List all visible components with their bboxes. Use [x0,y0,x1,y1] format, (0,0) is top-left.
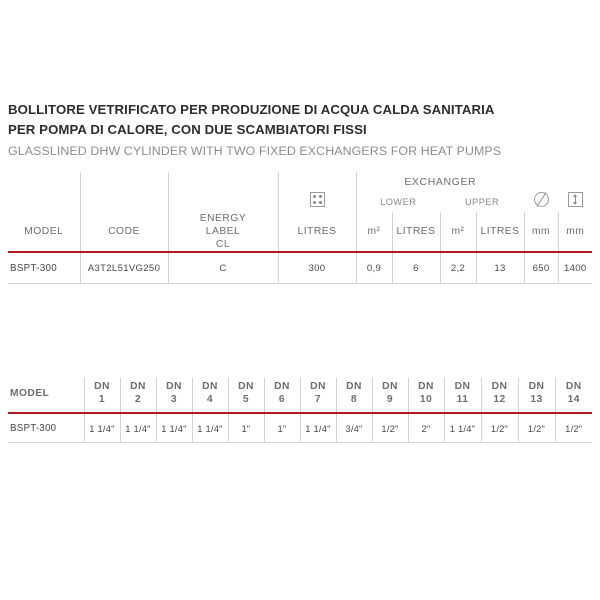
spacer-cell-4 [278,172,356,192]
cell-dn-13: 1/2" [518,413,555,442]
header-dn-13 [518,378,555,412]
dn-number-1: 1 [98,394,106,405]
height-icon [568,192,583,207]
header-height-mm: mm [566,226,585,237]
header-lower-litres: LITRES [392,212,440,251]
dn-number-3: 3 [170,394,178,405]
header-dn-12 [481,378,518,412]
spacer-cell-7 [8,192,80,212]
dn-label-6: DN [274,381,290,392]
cell-lower-m2: 0,9 [356,252,392,283]
column-header-row [8,212,592,251]
header-dn-6 [264,378,300,412]
header-dn-7 [300,378,336,412]
title-english: GLASSLINED DHW CYLINDER WITH TWO FIXED EXCHANGERS FOR HEAT PUMPS [8,144,502,158]
cell-model-2: BSPT-300 [8,413,84,442]
cell-upper-m2: 2,2 [440,252,476,283]
spacer-cell-8 [80,192,168,212]
cell-dn-12: 1/2" [481,413,518,442]
dn-label-13: DN [528,381,545,392]
dn-label-5: DN [238,381,254,392]
cell-dn-5: 1" [228,413,264,442]
cell-height-mm: 1400 [564,262,587,274]
dn-label-3: DN [166,381,182,392]
header-lower-m2: m² [356,212,392,251]
cell-litres: 300 [278,252,356,283]
cell-dn-11: 1 1/4" [444,413,481,442]
dn-number-2: 2 [134,394,142,405]
cell-dn-9: 1/2" [372,413,408,442]
header-dn-14 [555,378,592,412]
table-row [8,252,592,283]
table1-bottom-border [8,283,592,284]
spacer-cell-2 [80,172,168,192]
spacer-cell-6 [558,172,592,192]
dn-label-10: DN [418,381,434,392]
group-header-row [8,172,592,192]
header-dn-5 [228,378,264,412]
header-diameter-mm: mm [524,212,558,251]
connections-header-row [8,378,592,412]
header-energy-line1: ENERGY [199,213,247,224]
subgroup-lower: LOWER [380,197,417,207]
title-italian-line2: PER POMPA DI CALORE, CON DUE SCAMBIATORI FISSI [8,122,367,137]
dn-label-1: DN [94,381,110,392]
header-model: MODEL [8,212,80,251]
dn-label-4: DN [202,381,218,392]
dn-label-11: DN [454,381,471,392]
volume-icon-cell [278,192,356,212]
cell-dn-14: 1/2" [565,422,583,434]
spacer-cell-5 [524,172,558,192]
header-dn-11 [444,378,481,412]
dn-number-14: 14 [567,394,580,405]
header-dn-8 [336,378,372,412]
dn-number-5: 5 [242,394,250,405]
dn-label-2: DN [130,381,146,392]
dn-number-7: 7 [314,394,322,405]
cell-upper-litres: 13 [476,252,524,283]
connections-table [8,378,592,443]
cell-dn-1: 1 1/4" [84,413,120,442]
header-dn-2 [120,378,156,412]
header-dn-1 [84,378,120,412]
cell-dn-2: 1 1/4" [120,413,156,442]
dn-label-7: DN [310,381,326,392]
group-header-exchanger: EXCHANGER [404,176,477,188]
cell-code: A3T2L51VG250 [80,252,168,283]
header-dn-10 [408,378,444,412]
header-model-2: MODEL [8,378,84,412]
dn-number-4: 4 [206,394,214,405]
dn-number-9: 9 [386,394,394,405]
dn-label-9: DN [382,381,398,392]
header-energy-line2: LABEL [205,226,241,237]
diameter-icon-cell [524,192,558,212]
table-row [8,413,592,442]
header-dn-9 [372,378,408,412]
table2-bottom-border [8,442,592,443]
cell-energy-class: C [168,252,278,283]
dn-number-10: 10 [419,394,433,405]
cell-dn-3: 1 1/4" [156,413,192,442]
header-upper-m2: m² [440,212,476,251]
spacer-cell-9 [168,192,278,212]
cell-diameter-mm: 650 [524,252,558,283]
dn-label-14: DN [565,381,582,392]
dn-number-11: 11 [456,394,469,405]
cell-dn-4: 1 1/4" [192,413,228,442]
spacer-cell-3 [168,172,278,192]
dn-number-8: 8 [350,394,358,405]
subgroup-upper: UPPER [464,197,500,207]
header-energy-line3: CL [215,239,231,250]
titles-block [8,100,592,160]
header-upper-litres: LITRES [476,212,524,251]
header-dn-3 [156,378,192,412]
dn-number-12: 12 [493,394,506,405]
cell-dn-8: 3/4" [336,413,372,442]
dn-number-6: 6 [278,394,286,405]
header-dn-4 [192,378,228,412]
header-code: CODE [80,212,168,251]
spacer-cell-1 [8,172,80,192]
header-energy-label [168,212,278,251]
cell-lower-litres: 6 [392,252,440,283]
cell-model: BSPT-300 [8,252,80,283]
dn-number-13: 13 [530,394,543,405]
dn-label-8: DN [346,381,362,392]
cell-dn-7: 1 1/4" [300,413,336,442]
subgroup-header-row [8,192,592,212]
cell-dn-10: 2" [408,413,444,442]
specifications-table [8,172,592,284]
header-litres: LITRES [278,212,356,251]
cell-dn-6: 1" [264,413,300,442]
dn-label-12: DN [491,381,508,392]
height-icon-cell [558,192,592,212]
dots-box-icon [310,192,325,207]
diameter-icon [534,192,549,207]
title-italian-line1: BOLLITORE VETRIFICATO PER PRODUZIONE DI ACQUA CALDA SANITARIA [8,102,495,117]
